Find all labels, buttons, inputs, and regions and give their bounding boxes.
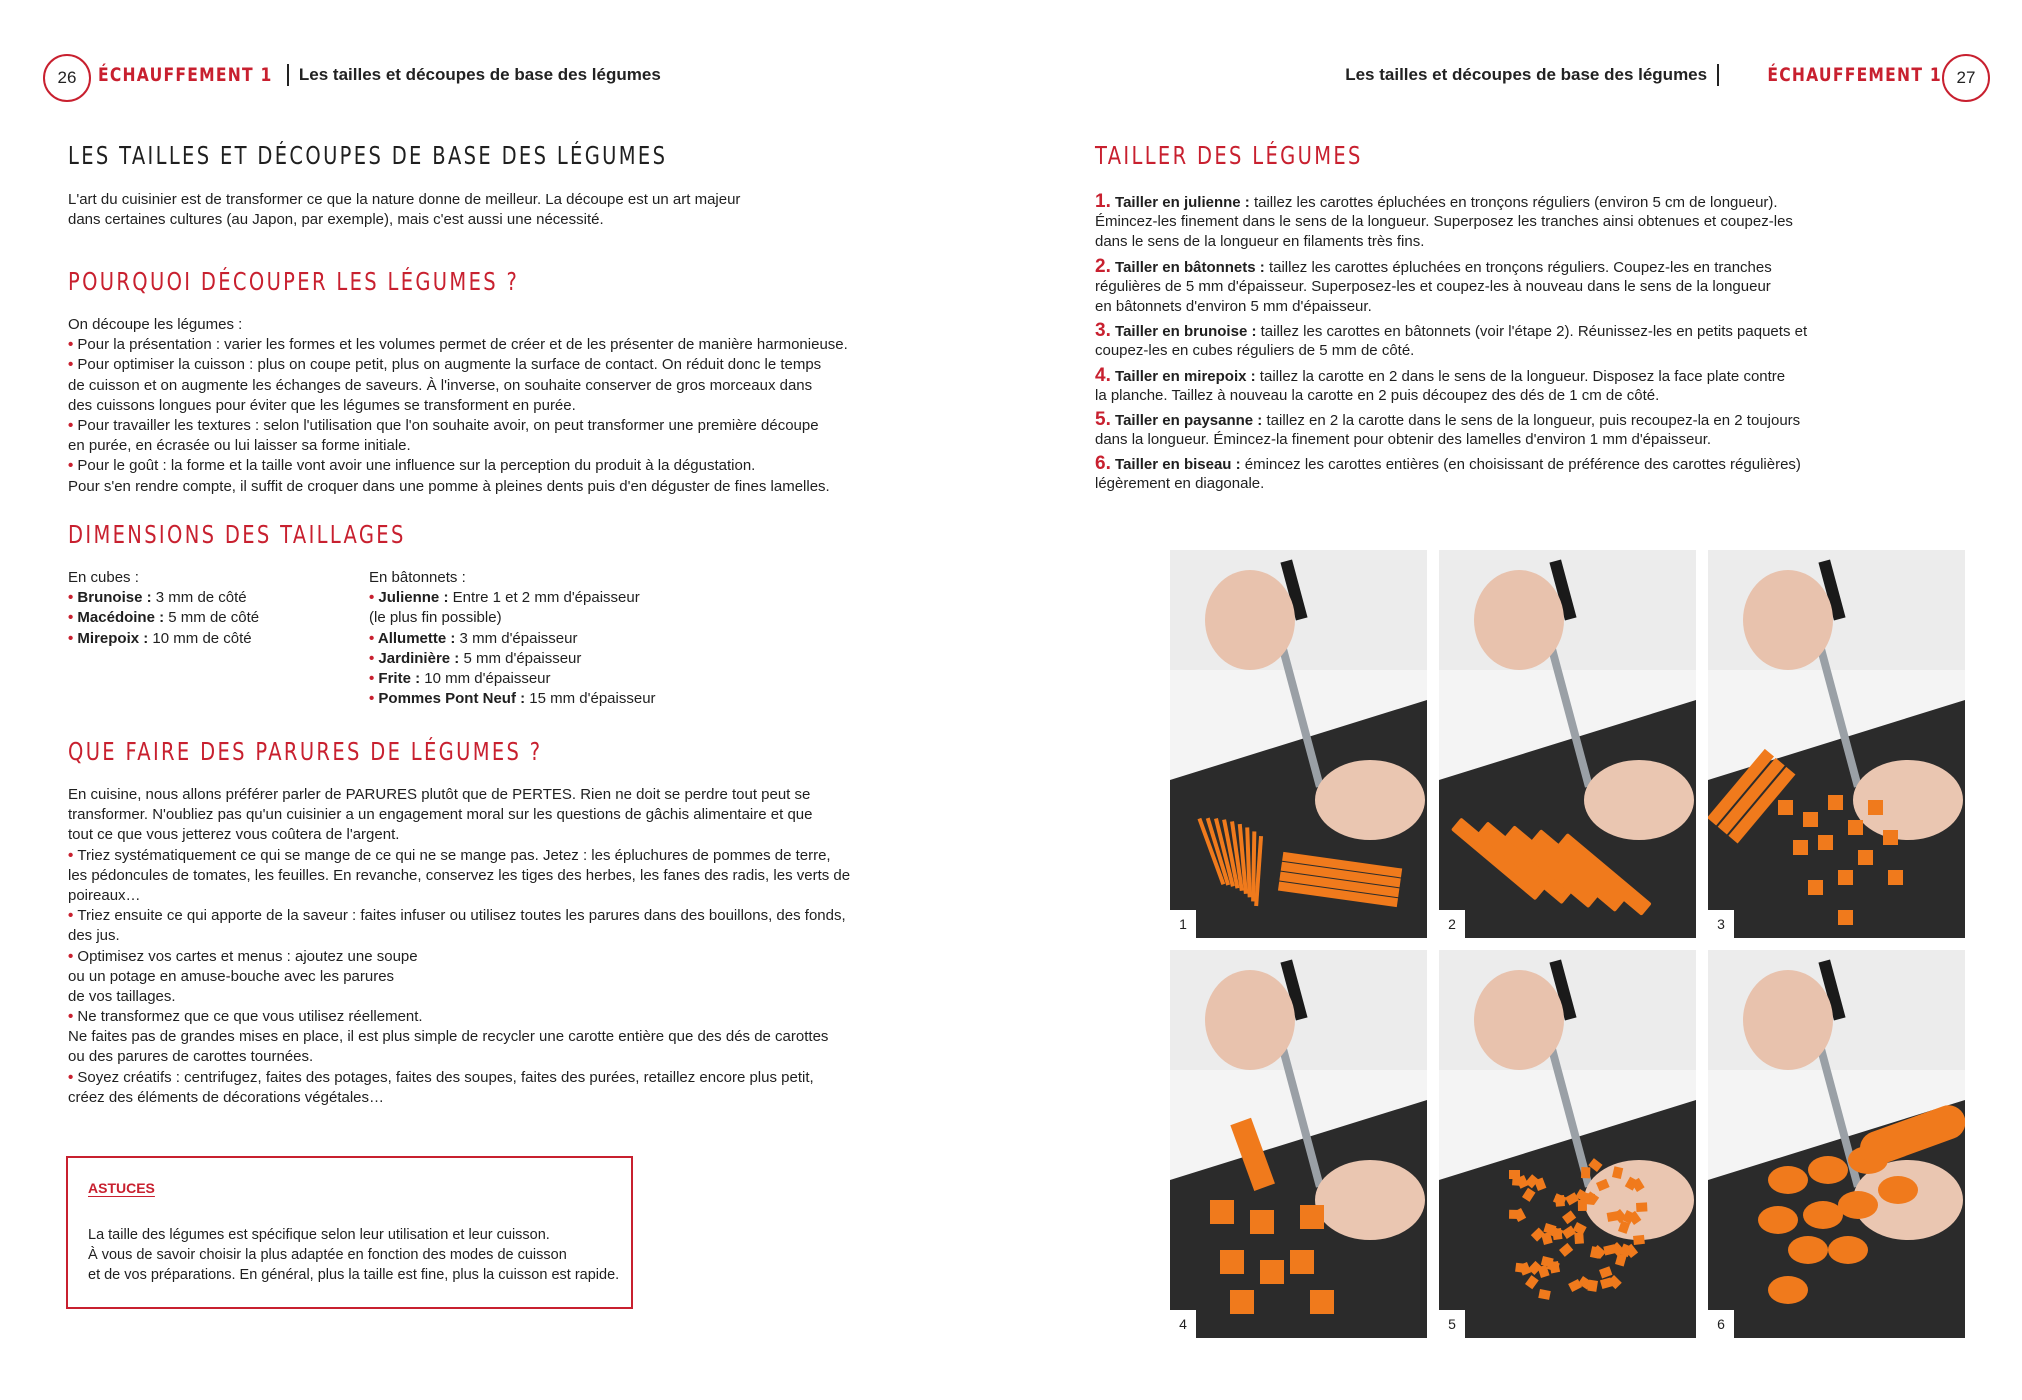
step-line xyxy=(1095,454,1807,474)
step-line xyxy=(1095,192,1807,212)
step-line xyxy=(1095,474,1807,494)
line-text: des cuissons longues pour éviter que les légumes se transforment en purée. xyxy=(68,396,576,414)
bullet-icon: • xyxy=(369,690,379,708)
step-text: dans la longueur. Émincez-la finement pour obtenir des lamelles d'environ 1 mm d'épaisseur. xyxy=(1095,431,1712,449)
step-line xyxy=(1095,277,1807,297)
bullet-icon: • xyxy=(68,1008,78,1026)
dimension-name: Julienne : xyxy=(378,589,449,607)
intro-line: dans certaines cultures (au Japon, par exemple), mais c'est aussi une nécessité. xyxy=(68,211,604,229)
line-text: Pour optimiser la cuisson : plus on coupe petit, plus on augmente la surface de contact. On réduit donc le temps xyxy=(77,356,822,374)
header-separator xyxy=(287,64,289,86)
photo-number-label: 5 xyxy=(1439,1310,1465,1338)
line-text: poireaux… xyxy=(68,886,141,904)
step-text: légèrement en diagonale. xyxy=(1095,475,1265,493)
dimension-item xyxy=(369,629,656,649)
dimension-value: 15 mm d'épaisseur xyxy=(525,690,656,708)
bullet-icon: • xyxy=(68,416,78,434)
dimension-item xyxy=(68,629,259,649)
steps-list xyxy=(1095,192,1807,495)
paragraph-line xyxy=(68,825,850,845)
astuces-line: La taille des légumes est spécifique selon leur utilisation et leur cuisson. xyxy=(88,1227,550,1243)
line-text: Soyez créatifs : centrifugez, faites des potages, faites des soupes, faites des purées, retaillez encore plus petit, xyxy=(77,1068,814,1086)
chapter-label: ÉCHAUFFEMENT 1 xyxy=(1767,64,1942,86)
cutting-illustration xyxy=(1708,950,1965,1338)
step-name: Tailler en julienne : xyxy=(1115,194,1250,211)
astuces-line: À vous de savoir choisir la plus adaptée en fonction des modes de cuisson xyxy=(88,1247,567,1264)
step-name: Tailler en brunoise : xyxy=(1115,323,1257,341)
photo-number-label: 6 xyxy=(1708,1310,1734,1338)
line-text: Pour le goût : la forme et la taille vont avoir une influence sur la perception du produit à la dégustation. xyxy=(77,457,756,475)
intro-line: L'art du cuisinier est de transformer ce que la nature donne de meilleur. La découpe est un art majeur xyxy=(68,191,741,208)
chapter-label: ÉCHAUFFEMENT 1 xyxy=(98,64,273,86)
step-name: Tailler en paysanne : xyxy=(1115,411,1263,429)
cutting-illustration xyxy=(1170,950,1427,1338)
why-lead: On découpe les légumes : xyxy=(68,316,243,333)
dimension-item xyxy=(68,608,259,628)
running-header-right xyxy=(1345,64,1942,86)
cubes-list xyxy=(68,568,259,649)
dimension-value: 10 mm d'épaisseur xyxy=(420,669,551,687)
dimension-value: 5 mm de côté xyxy=(164,609,260,627)
paragraph-line xyxy=(68,987,850,1007)
paragraph-line xyxy=(68,1007,850,1027)
why-paragraph xyxy=(68,315,848,497)
step-line xyxy=(1095,297,1807,317)
step-line xyxy=(1095,410,1807,430)
line-text: tout ce que vous jetterez vous coûtera de l'argent. xyxy=(68,826,400,844)
dimension-name: Mirepoix : xyxy=(77,629,149,647)
line-text: Triez ensuite ce qui apporte de la saveur : faites infuser ou utilisez toutes les parures dans des bouillons, des fonds, xyxy=(77,907,846,925)
paysanne-photo xyxy=(1439,950,1696,1338)
page-number-left xyxy=(43,54,91,102)
line-text: ou un potage en amuse-bouche avec les parures xyxy=(68,967,395,985)
paragraph-line xyxy=(68,947,850,967)
dimension-item xyxy=(68,588,259,608)
step-text: la planche. Taillez à nouveau la carotte en 2 puis découpez des dés de 1 cm de côté. xyxy=(1095,386,1660,404)
paragraph-line xyxy=(68,376,848,396)
step-number: 3. xyxy=(1095,320,1111,342)
page-number-right xyxy=(1942,54,1990,102)
line-text: créez des éléments de décorations végétales… xyxy=(68,1088,385,1106)
cutting-illustration xyxy=(1439,950,1696,1338)
photo-number-label: 4 xyxy=(1170,1310,1196,1338)
step-item xyxy=(1095,410,1807,450)
bullet-icon: • xyxy=(369,589,379,607)
biseau-photo xyxy=(1708,950,1965,1338)
paragraph-line xyxy=(68,396,848,416)
dimension-name: Macédoine : xyxy=(77,609,165,627)
parures-paragraph xyxy=(68,785,850,1108)
bullet-icon: • xyxy=(68,589,78,607)
paragraph-line xyxy=(68,906,850,926)
running-title: Les tailles et découpes de base des légumes xyxy=(1345,65,1708,84)
bullet-icon: • xyxy=(68,356,78,374)
step-text: dans le sens de la longueur en filaments très fins. xyxy=(1095,233,1425,251)
step-number: 2. xyxy=(1095,255,1111,277)
step-number: 5. xyxy=(1095,408,1111,430)
bullet-icon: • xyxy=(68,609,78,627)
dimension-value: 10 mm de côté xyxy=(148,629,252,647)
line-text: En cuisine, nous allons préférer parler de PARURES plutôt que de PERTES. Rien ne doit se perdre tout peut se xyxy=(68,786,811,803)
step-text: taillez la carotte en 2 dans le sens de la longueur. Disposez la face plate contre xyxy=(1255,367,1786,385)
step-text: taillez les carottes épluchées en tronçons réguliers. Coupez-les en tranches xyxy=(1264,258,1772,276)
line-text: Triez systématiquement ce qui se mange de ce qui ne se mange pas. Jetez : les épluchures de pommes de terre, xyxy=(77,846,831,864)
dimension-value: 3 mm d'épaisseur xyxy=(455,629,578,647)
bullet-icon: • xyxy=(369,649,379,667)
paragraph-line xyxy=(68,436,848,456)
step-line xyxy=(1095,212,1807,232)
line-text: Pour la présentation : varier les formes et les volumes permet de créer et de les présenter de manière harmonieuse. xyxy=(77,336,848,354)
step-line xyxy=(1095,430,1807,450)
bullet-icon: • xyxy=(369,629,378,647)
page-number-text: 27 xyxy=(1956,68,1976,87)
dimension-value: Entre 1 et 2 mm d'épaisseur xyxy=(448,589,640,607)
tailler-heading: TAILLER DES LÉGUMES xyxy=(1095,141,1363,170)
step-text: taillez les carottes épluchées en tronçons réguliers (environ 5 cm de longueur). xyxy=(1249,194,1778,211)
bullet-icon: • xyxy=(369,669,379,687)
paragraph-line xyxy=(68,866,850,886)
photo-number-label: 2 xyxy=(1439,910,1465,938)
dimension-item xyxy=(369,608,656,628)
step-item xyxy=(1095,321,1807,361)
julienne-photo xyxy=(1170,550,1427,938)
bullet-icon: • xyxy=(68,947,78,965)
sticks-list xyxy=(369,568,656,709)
step-name: Tailler en bâtonnets : xyxy=(1115,258,1265,276)
paragraph-line xyxy=(68,335,848,355)
line-text: Ne faites pas de grandes mises en place, il est plus simple de recycler une carotte entière que des dés de carottes xyxy=(68,1028,829,1046)
running-header-left xyxy=(98,64,661,86)
mirepoix-photo xyxy=(1170,950,1427,1338)
astuces-title: ASTUCES xyxy=(88,1180,155,1196)
paragraph-line xyxy=(68,1088,850,1108)
line-text: de cuisson et on augmente les échanges de saveurs. À l'inverse, on souhaite conserver de gros morceaux dans xyxy=(68,376,813,394)
step-name: Tailler en mirepoix : xyxy=(1115,367,1256,385)
step-item xyxy=(1095,257,1807,318)
bullet-icon: • xyxy=(68,336,78,354)
paragraph-line xyxy=(68,456,848,476)
step-item xyxy=(1095,454,1807,494)
step-line xyxy=(1095,321,1807,341)
page-title: LES TAILLES ET DÉCOUPES DE BASE DES LÉGUMES xyxy=(68,141,668,170)
bullet-icon: • xyxy=(68,629,78,647)
header-separator xyxy=(1717,64,1719,86)
step-text: Émincez-les finement dans le sens de la longueur. Superposez les tranches ainsi obtenues et coupez-les xyxy=(1095,213,1793,231)
step-number: 1. xyxy=(1095,191,1111,212)
bullet-icon: • xyxy=(68,907,78,925)
bullet-icon: • xyxy=(68,1068,78,1086)
dimension-item xyxy=(369,669,656,689)
paragraph-line xyxy=(68,926,850,946)
paragraph-line xyxy=(68,805,850,825)
line-text: les pédoncules de tomates, les feuilles. En revanche, conservez les tiges des herbes, les fanes des radis, les verts de xyxy=(68,866,851,884)
dimension-name: Frite : xyxy=(378,669,421,687)
step-item xyxy=(1095,192,1807,253)
dimension-name: Brunoise : xyxy=(77,589,152,607)
step-text: taillez les carottes en bâtonnets (voir l'étape 2). Réunissez-les en petits paquets et xyxy=(1256,323,1808,341)
dimension-name: Jardinière : xyxy=(378,649,460,667)
why-heading: POURQUOI DÉCOUPER LES LÉGUMES ? xyxy=(68,267,520,296)
line-text: ou des parures de carottes tournées. xyxy=(68,1048,314,1066)
dimension-name: Allumette : xyxy=(377,629,456,647)
page-number-text: 26 xyxy=(57,68,77,87)
astuces-text xyxy=(88,1225,619,1286)
paragraph-line xyxy=(68,416,848,436)
bullet-icon: • xyxy=(68,457,78,475)
line-text: transformer. N'oubliez pas qu'un cuisinier a un engagement moral sur les questions de gâchis alimentaire et que xyxy=(68,806,813,824)
sticks-label: En bâtonnets : xyxy=(369,569,466,586)
step-line xyxy=(1095,386,1807,406)
step-text: régulières de 5 mm d'épaisseur. Superposez-les et coupez-les à nouveau dans le sens de la longueur xyxy=(1095,277,1771,295)
line-text: en purée, en écrasée ou lui laisser sa forme initiale. xyxy=(68,437,411,455)
dimension-value: 3 mm de côté xyxy=(151,589,247,607)
running-title: Les tailles et découpes de base des légumes xyxy=(298,65,661,84)
line-text: de vos taillages. xyxy=(68,987,176,1005)
step-text: émincez les carottes entières (en choisissant de préférence des carottes régulières) xyxy=(1240,456,1801,474)
step-text: coupez-les en cubes réguliers de 5 mm de côté. xyxy=(1095,342,1415,360)
paragraph-line xyxy=(68,1047,850,1067)
step-name: Tailler en biseau : xyxy=(1115,456,1241,474)
astuces-box xyxy=(66,1156,633,1309)
line-text: Optimisez vos cartes et menus : ajoutez une soupe xyxy=(77,947,418,965)
step-number: 6. xyxy=(1095,453,1111,475)
paragraph-line xyxy=(68,846,850,866)
intro-paragraph xyxy=(68,190,740,230)
dimension-item xyxy=(369,588,656,608)
cutting-illustration xyxy=(1170,550,1427,938)
batonnets-photo xyxy=(1439,550,1696,938)
brunoise-photo xyxy=(1708,550,1965,938)
astuces-line: et de vos préparations. En général, plus la taille est fine, plus la cuisson est rapide. xyxy=(88,1267,620,1284)
paragraph-line xyxy=(68,355,848,375)
step-item xyxy=(1095,366,1807,406)
step-line xyxy=(1095,232,1807,252)
paragraph-line xyxy=(68,967,850,987)
line-text: Ne transformez que ce que vous utilisez réellement. xyxy=(77,1008,423,1026)
bullet-icon: • xyxy=(68,846,78,864)
dimension-value: 5 mm d'épaisseur xyxy=(459,649,582,667)
line-text: Pour travailler les textures : selon l'utilisation que l'on souhaite avoir, on peut transformer une première découpe xyxy=(77,416,819,434)
line-text: des jus. xyxy=(68,927,120,945)
photo-number-label: 3 xyxy=(1708,910,1734,938)
cubes-label: En cubes : xyxy=(68,569,139,586)
dimension-value: (le plus fin possible) xyxy=(369,609,502,627)
step-line xyxy=(1095,257,1807,277)
parures-heading: QUE FAIRE DES PARURES DE LÉGUMES ? xyxy=(68,737,543,766)
cutting-illustration xyxy=(1708,550,1965,938)
line-text: Pour s'en rendre compte, il suffit de croquer dans une pomme à pleines dents puis d'en déguster de fines lamelles. xyxy=(68,477,830,495)
step-line xyxy=(1095,366,1807,386)
step-number: 4. xyxy=(1095,364,1111,386)
dimension-name: Pommes Pont Neuf : xyxy=(378,690,526,708)
paragraph-line xyxy=(68,886,850,906)
dimension-item xyxy=(369,689,656,709)
dimensions-heading: DIMENSIONS DES TAILLAGES xyxy=(68,520,406,549)
step-text: taillez en 2 la carotte dans le sens de la longueur, puis recoupez-la en 2 toujours xyxy=(1262,411,1801,429)
paragraph-line xyxy=(68,1068,850,1088)
paragraph-line xyxy=(68,477,848,497)
cutting-illustration xyxy=(1439,550,1696,938)
dimension-item xyxy=(369,649,656,669)
paragraph-line xyxy=(68,1027,850,1047)
step-text: en bâtonnets d'environ 5 mm d'épaisseur. xyxy=(1095,297,1372,315)
photo-number-label: 1 xyxy=(1170,910,1196,938)
paragraph-line xyxy=(68,785,850,805)
step-line xyxy=(1095,341,1807,361)
